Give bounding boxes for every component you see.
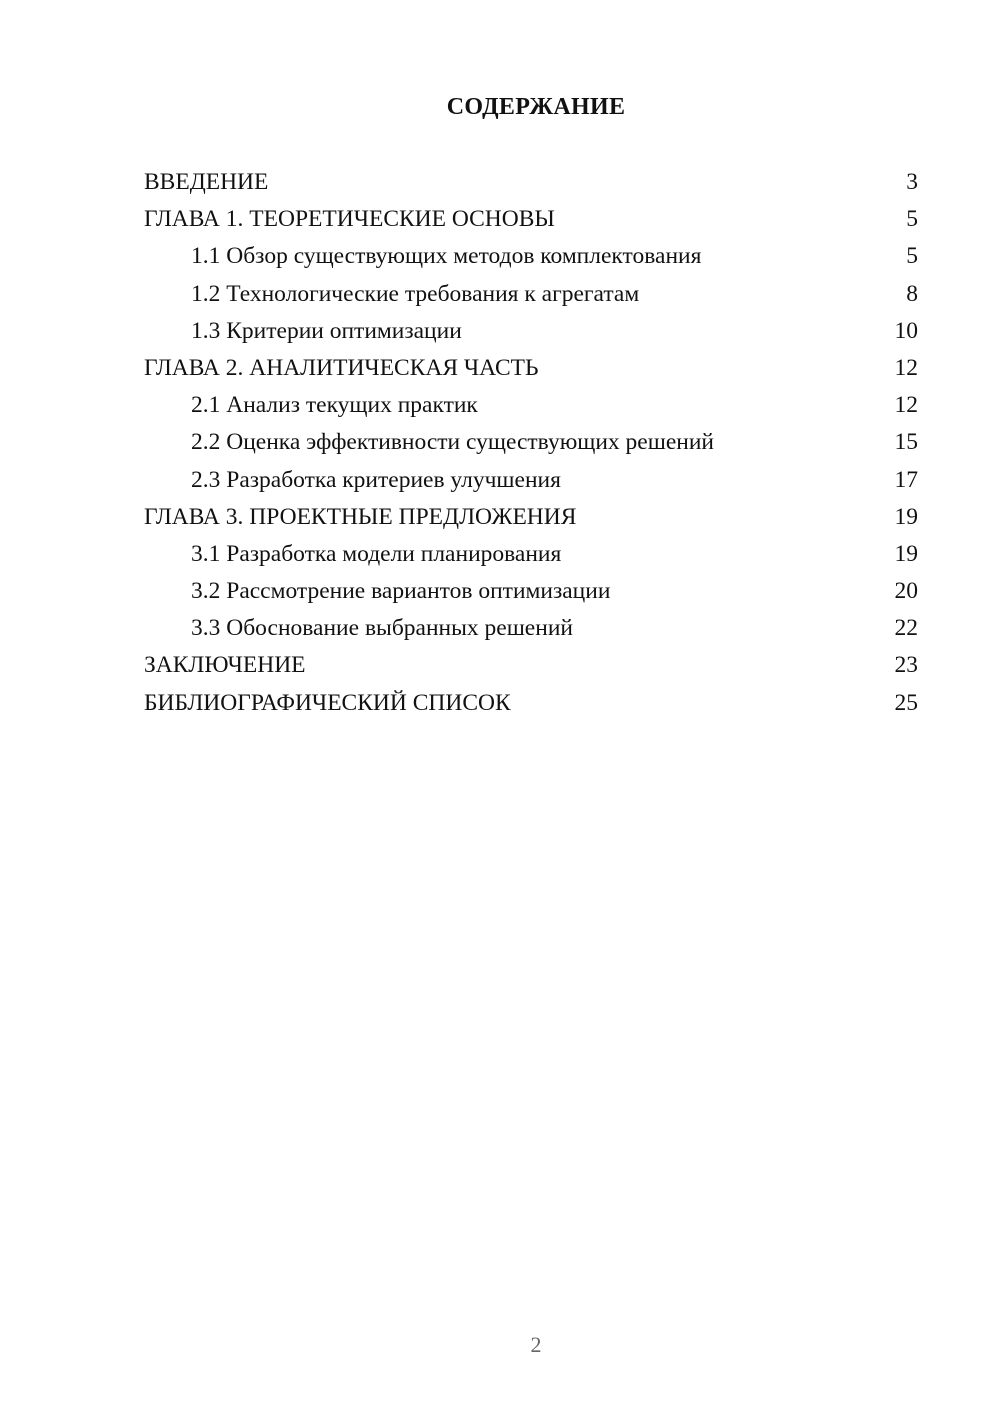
toc-entry-label: 1.3 Критерии оптимизации — [191, 317, 462, 344]
toc-entry-label: ВВЕДЕНИЕ — [144, 169, 269, 195]
toc-entry-label: 3.1 Разработка модели планирования — [191, 540, 562, 567]
toc-entry-page: 5 — [906, 243, 918, 270]
toc-entry-conclusion — [144, 647, 918, 684]
toc-entry-section-3-1 — [144, 536, 918, 573]
table-of-contents — [144, 164, 918, 722]
toc-entry-page: 19 — [894, 540, 918, 567]
toc-entry-page: 17 — [894, 466, 918, 493]
toc-entry-chapter-1 — [144, 201, 918, 238]
toc-entry-label: 1.1 Обзор существующих методов комплектования — [191, 243, 702, 270]
page-number: 2 — [530, 1332, 542, 1357]
toc-entry-section-3-2 — [144, 573, 918, 610]
toc-entry-label: ГЛАВА 2. АНАЛИТИЧЕСКАЯ ЧАСТЬ — [144, 354, 539, 381]
toc-entry-section-1-1 — [144, 238, 918, 275]
toc-entry-label: 1.2 Технологические требования к агрегатам — [191, 280, 640, 307]
toc-entry-page: 12 — [894, 392, 918, 419]
toc-entry-section-3-3 — [144, 610, 918, 647]
toc-entry-label: 2.1 Анализ текущих практик — [191, 392, 478, 419]
toc-entry-bibliography — [144, 685, 918, 722]
toc-entry-label: 3.2 Рассмотрение вариантов оптимизации — [191, 578, 611, 605]
toc-entry-section-2-3 — [144, 462, 918, 499]
toc-entry-page: 10 — [894, 317, 918, 344]
toc-entry-page: 8 — [906, 280, 918, 307]
toc-entry-label: ГЛАВА 1. ТЕОРЕТИЧЕСКИЕ ОСНОВЫ — [144, 206, 555, 233]
toc-entry-label: ГЛАВА 3. ПРОЕКТНЫЕ ПРЕДЛОЖЕНИЯ — [144, 503, 577, 530]
toc-entry-chapter-2 — [144, 350, 918, 387]
toc-entry-chapter-3 — [144, 499, 918, 536]
toc-entry-label: 3.3 Обоснование выбранных решений — [191, 615, 573, 642]
toc-entry-page: 25 — [894, 689, 918, 716]
page-title: СОДЕРЖАНИЕ — [446, 94, 626, 120]
toc-entry-section-2-2 — [144, 424, 918, 461]
toc-entry-page: 3 — [906, 169, 918, 195]
toc-entry-introduction — [144, 164, 918, 201]
toc-entry-page: 20 — [894, 578, 918, 605]
toc-entry-section-1-2 — [144, 276, 918, 313]
toc-entry-label: БИБЛИОГРАФИЧЕСКИЙ СПИСОК — [144, 689, 511, 716]
toc-entry-page: 15 — [894, 429, 918, 456]
toc-entry-label: 2.3 Разработка критериев улучшения — [191, 466, 561, 493]
toc-entry-page: 12 — [894, 354, 918, 381]
toc-entry-label: 2.2 Оценка эффективности существующих решений — [191, 429, 714, 456]
toc-entry-section-1-3 — [144, 313, 918, 350]
toc-entry-page: 22 — [894, 615, 918, 642]
toc-entry-section-2-1 — [144, 387, 918, 424]
toc-entry-page: 19 — [894, 503, 918, 530]
toc-entry-page: 23 — [894, 652, 918, 679]
toc-entry-label: ЗАКЛЮЧЕНИЕ — [144, 652, 306, 679]
toc-entry-page: 5 — [906, 206, 918, 233]
